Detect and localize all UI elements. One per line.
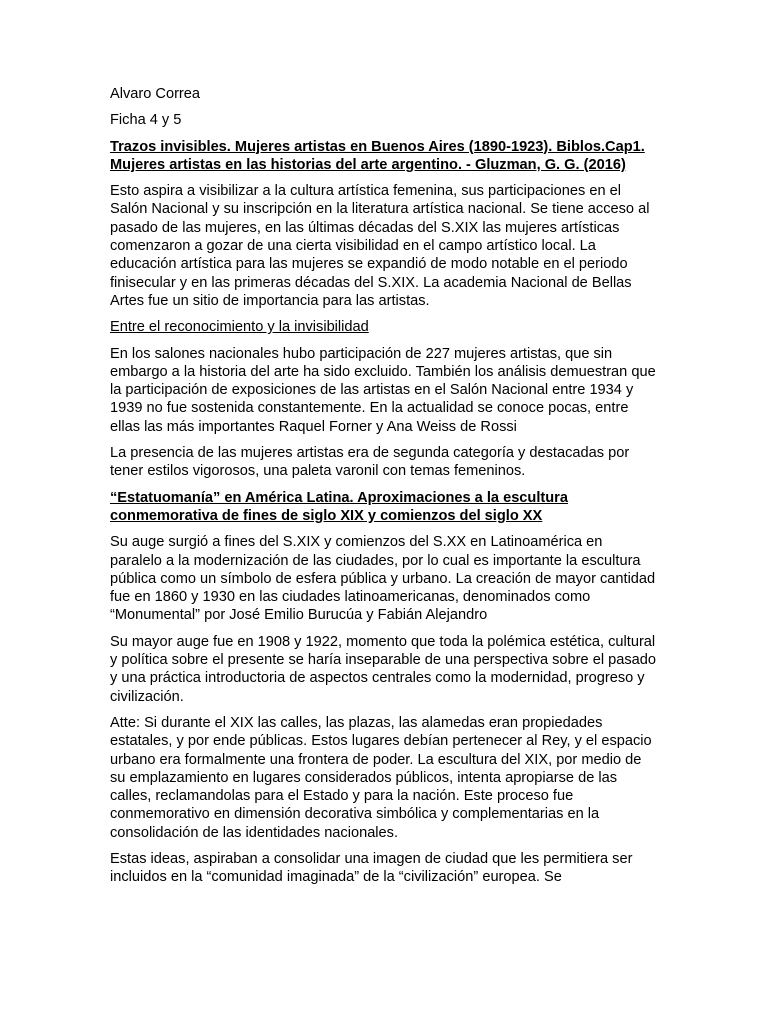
paragraph-intro: Esto aspira a visibilizar a la cultura artística femenina, sus participaciones en el Salón Nacional y su inscripción en la literatura artística nacional. Se tiene acceso al pasado de las mujeres, en las últimas décadas del S.XIX las mujeres artísticas comenzaron a gozar de una cierta visibilidad en el campo artístico local. La educación artística para las mujeres se expandió de modo notable en el periodo finisecular y en las primeras décadas del S.XIX. La academia Nacional de Bellas Artes fue un sitio de importancia para las artistas. — [110, 183, 650, 309]
section-heading-estatuomania: “Estatuomanía” en América Latina. Aproximaciones a la escultura conmemorativa de fines de siglo XIX y comienzos del siglo XX — [110, 489, 568, 524]
paragraph-auge: Su auge surgió a fines del S.XIX y comienzos del S.XX en Latinoamérica en paralelo a la modernización de las ciudades, por lo cual es importante la escultura pública como un símbolo de esfera pública y urbano. La creación de mayor cantidad fue en 1860 y 1930 en las ciudades latinoamericanas, denominados como “Monumental” por José Emilio Burucúa y Fabián Alejandro — [110, 534, 656, 624]
paragraph-estas-ideas: Estas ideas, aspiraban a consolidar una imagen de ciudad que les permitiera ser incluidos en la “comunidad imaginada” de la “civilización” europea. Se — [110, 850, 633, 886]
document-page — [110, 85, 658, 895]
paragraph-atte: Atte: Si durante el XIX las calles, las plazas, las alamedas eran propiedades estatales, y por ende públicas. Estos lugares debían pertenecer al Rey, y el espacio urbano era formalmente una frontera de poder. La escultura del XIX, por medio de su emplazamiento en lugares considerados públicos, intenta apropiarse de las calles, reclamandolas para el Estado y para la nación. Este proceso fue conmemorativo en dimensión decorativa simbólica y complementarias en la consolidación de las identidades nacionales. — [110, 714, 652, 841]
paragraph-salones: En los salones nacionales hubo participación de 227 mujeres artistas, que sin embargo a la historia del arte ha sido excluido. También los análisis demuestran que la participación de exposiciones de las artistas en el Salón Nacional entre 1934 y 1939 no fue sostenida constantemente. En la actualidad se conoce pocas, entre ellas las más importantes Raquel Forner y Ana Weiss de Rossi — [110, 345, 656, 435]
author-name: Alvaro Correa — [110, 86, 201, 102]
subheading-reconocimiento: Entre el reconocimiento y la invisibilidad — [110, 319, 369, 336]
paragraph-mayor-auge: Su mayor auge fue en 1908 y 1922, momento que toda la polémica estética, cultural y política sobre el presente se haría inseparable de una perspectiva sobre el pasado y una práctica introductoria de aspectos centrales como la modernidad, progreso y civilización. — [110, 633, 656, 705]
section-heading-trazos-invisibles: Trazos invisibles. Mujeres artistas en Buenos Aires (1890-1923). Biblos.Cap1. Mujeres artistas en las historias del arte argentino. - Gluzman, G. G. (2016) — [110, 138, 645, 173]
paragraph-presencia: La presencia de las mujeres artistas era de segunda categoría y destacadas por tener estilos vigorosos, una paleta varonil con temas femeninos. — [110, 445, 630, 480]
ficha-label: Ficha 4 y 5 — [110, 112, 182, 129]
